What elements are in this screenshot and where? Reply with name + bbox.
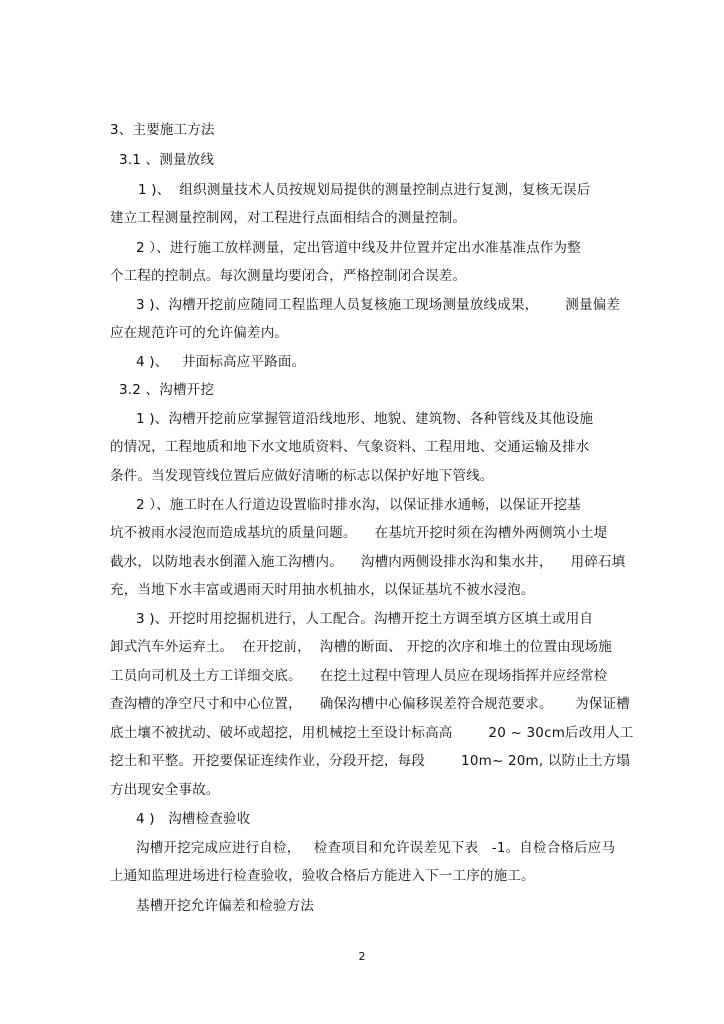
paragraph-3-1-1-line-1: 1 )、 组织测量技术人员按规划局提供的测量控制点进行复测，复核无误后	[138, 182, 591, 198]
paragraph-3-1-2-line-2: 个工程的控制点。每次测量均要闭合，严格控制闭合误差。	[110, 268, 467, 284]
paragraph-3-2-2-line-2: 坑不被雨水浸泡而造成基坑的质量问题。 在基坑开挖时须在沟槽外两侧筑小土堤	[110, 525, 608, 541]
paragraph-3-2-3-line-1: 3 )、开挖时用挖掘机进行，人工配合。沟槽开挖土方调至填方区填土或用自	[136, 611, 594, 627]
paragraph-3-2-3-line-7: 方出现安全事故。	[110, 782, 220, 798]
paragraph-3-2-1-line-1: 1 )、沟槽开挖前应掌握管道沿线地形、地貌、建筑物、各种管线及其他设施	[136, 411, 594, 427]
paragraph-3-2-1-line-2: 的情况，工程地质和地下水文地质资料、气象资料、工程用地、交通运输及排水	[110, 439, 590, 455]
paragraph-3-2-2-line-3: 截水，以防地表水倒灌入施工沟槽内。 沟槽内两侧设排水沟和集水井， 用碎石填	[110, 554, 626, 570]
subsection-heading-3-1: 3.1 、测量放线	[119, 152, 215, 168]
paragraph-3-2-1-line-3: 条件。当发现管线位置后应做好清晰的标志以保护好地下管线。	[110, 468, 494, 484]
paragraph-3-2-3-line-3: 工员向司机及土方工详细交底。 在挖土过程中管理人员应在现场指挥并应经常检	[110, 668, 608, 684]
paragraph-3-1-3-line-1: 3 )、沟槽开挖前应随同工程监理人员复核施工现场测量放线成果， 测量偏差	[136, 297, 621, 313]
paragraph-3-2-5-line-2: 上通知监理进场进行检查验收，验收合格后方能进入下一工序的施工。	[110, 868, 535, 884]
paragraph-3-2-2-line-4: 充，当地下水丰富或遇雨天时用抽水机抽水，以保证基坑不被水浸泡。	[110, 582, 535, 598]
paragraph-3-1-4: 4 )、 井面标高应平路面。	[136, 354, 306, 370]
paragraph-3-1-1-line-2: 建立工程测量控制网，对工程进行点面相结合的测量控制。	[110, 210, 467, 226]
paragraph-3-2-2-line-1: 2 ）、施工时在人行道边设置临时排水沟，以保证排水通畅，以保证开挖基	[136, 497, 581, 513]
paragraph-3-1-2-line-1: 2 ）、进行施工放样测量，定出管道中线及井位置并定出水准基准点作为整	[136, 240, 581, 256]
paragraph-3-2-5-line-1: 沟槽开挖完成应进行自检， 检查项目和允许误差见下表 -1。自检合格后应马	[136, 840, 616, 856]
section-heading: 3、主要施工方法	[110, 122, 215, 138]
subsection-heading-3-2: 3.2 、沟槽开挖	[119, 382, 215, 398]
page-number: 2	[358, 950, 366, 963]
paragraph-3-2-3-line-2: 卸式汽车外运弃土。 在开挖前， 沟槽的断面、 开挖的次序和堆土的位置由现场施	[110, 639, 612, 655]
paragraph-3-2-4: 4 ) 沟槽检查验收	[136, 811, 251, 827]
paragraph-3-2-3-line-6: 挖土和平整。开挖要保证连续作业，分段开挖，每段 10m~ 20m, 以防止土方塌	[110, 753, 631, 769]
paragraph-3-2-3-line-5: 底土壤不被扰动、破坏或超挖，用机械挖土至设计标高高 20 ~ 30cm后改用人工	[110, 725, 634, 741]
paragraph-3-2-3-line-4: 查沟槽的净空尺寸和中心位置， 确保沟槽中心偏移误差符合规范要求。 为保证槽	[110, 696, 630, 712]
table-caption: 基槽开挖允许偏差和检验方法	[136, 898, 315, 914]
paragraph-3-1-3-line-2: 应在规范许可的允许偏差内。	[110, 325, 289, 341]
